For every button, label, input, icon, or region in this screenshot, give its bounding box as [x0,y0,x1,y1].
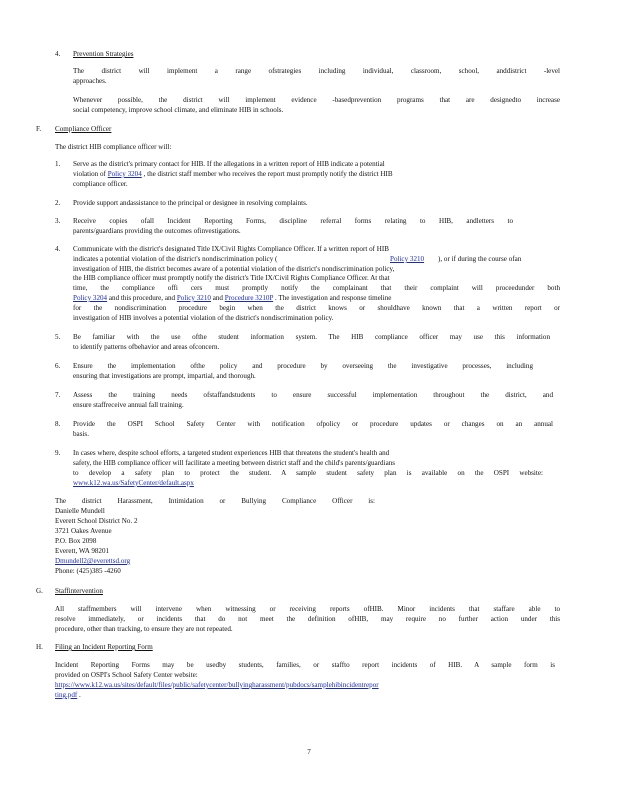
section-heading: Compliance Officer [55,125,112,133]
paragraph-line: provided on OSPI's School Safety Center website: [55,671,198,679]
officer-pobox: P.O. Box 2098 [55,537,97,545]
section-heading: Prevention Strategies [73,50,134,58]
section-letter: G. [36,587,43,595]
list-number: 7. [55,391,61,399]
list-number: 1. [55,160,61,168]
officer-org: Everett School District No. 2 [55,517,138,525]
list-number: 6. [55,362,61,370]
section-letter: F. [36,125,42,133]
text: violation of [73,170,106,178]
paragraph-line: Whenever possible, the district will implement evidence -basedprevention programs that are designedto increase [73,96,560,104]
list-item-line: Provide the OSPI School Safety Center with notification ofpolicy or procedure updates or changes on an annual [73,420,553,428]
incident-form-link-line [55,691,81,700]
section-letter: H. [36,643,43,651]
list-item-line: for the nondiscrimination procedure begin when the district knows or shouldhave known that a written report or [73,304,560,312]
list-item-line: Serve as the district's primary contact for HIB. If the allegations in a written report of HIB indicate a potential [73,160,385,168]
list-item-line: time, the compliance offi cers must promptly notify the complainant that their complaint will proceedunder both [73,284,560,292]
paragraph-line: procedure, other than tracking, to ensure they are not repeated. [55,625,233,633]
list-item-line: ensure staffreceive annual fall training. [73,401,184,409]
list-number: 2. [55,199,61,207]
section-heading: Filing an Incident Reporting Form [55,643,153,651]
list-item-line: ensuring that investigations are prompt, impartial, and thorough. [73,372,256,380]
list-item-line: Be familiar with the use ofthe student information system. The HIB compliance officer may use this information [73,333,550,341]
list-item-line: investigation of HIB involves a potential violation of the district's nondiscrimination policy. [73,314,334,322]
list-number: 4. [55,245,61,253]
incident-form-link[interactable]: ting.pdf [55,691,78,699]
list-item-line: safety, the HIB compliance officer will facilitate a meeting between district staff and the child's parents/guardians [73,459,396,467]
text: and [212,294,223,302]
list-number: 5. [55,333,61,341]
list-item-line [73,170,393,179]
list-number: 8. [55,420,61,428]
officer-phone: Phone: (425)385 -4260 [55,567,121,575]
text: and this procedure, and [108,294,176,302]
paragraph-line: Incident Reporting Forms may be usedby students, families, or staffto report incidents of HIB. A sample form is [55,661,555,669]
policy-3204-link[interactable]: Policy 3204 [73,294,108,302]
section-heading: Staffintervention [55,587,103,595]
officer-street: 3721 Oakes Avenue [55,527,112,535]
list-item-line: to develop a safety plan to protect the student. A sample student safety plan is available on the OSPI website: [73,469,543,477]
safety-center-link[interactable]: www.k12.wa.us/SafetyCenter/default.aspx [73,479,194,487]
list-number: 9. [55,449,61,457]
paragraph-line: All staffmembers will intervene when witnessing or receiving reports ofHIB. Minor incidents that staffare able to [55,605,560,613]
officer-name: Danielle Mundell [55,507,105,515]
procedure-3210p-link[interactable]: Procedure 3210P [224,294,274,302]
list-item-line: parents/guardians providing the outcomes ofinvestigations. [73,227,241,235]
list-item-line: indicates a potential violation of the district's nondiscrimination policy ( [73,255,278,263]
policy-3210-link[interactable]: Policy 3210 [176,294,211,302]
text: . [79,691,81,699]
text: , the district staff member who receives the report must promptly notify the district HIB [143,170,393,178]
list-item-line: In cases where, despite school efforts, a targeted student experiences HIB that threatens the student's health and [73,449,390,457]
list-item-line: basis. [73,430,89,438]
text: ), or if during the course ofan [438,255,522,263]
incident-form-link[interactable]: https://www.k12.wa.us/sites/default/files/public/safetycenter/bullyingharassment/pubdocs/samplehibincidentrepor [55,681,379,689]
list-item-line: to identify patterns ofbehavior and areas ofconcern. [73,343,220,351]
officer-email-link[interactable]: Dmundell2@everettsd.org [55,557,131,565]
officer-heading: The district Harassment, Intimidation or Bullying Compliance Officer is: [55,497,375,505]
paragraph-line: resolve immediately, or incidents that do not meet the definition ofHIB, may require no further action under this [55,615,560,623]
policy-3210-link[interactable]: Policy 3210 [390,255,425,263]
paragraph-line: The district HIB compliance officer will: [55,143,172,151]
list-item-line [73,294,391,303]
list-item-line: Communicate with the district's designated Title IX/Civil Rights Compliance Officer. If a written report of HIB [73,245,389,253]
policy-3204-link[interactable]: Policy 3204 [107,170,142,178]
officer-city: Everett, WA 98201 [55,547,110,555]
list-item-line: Provide support andassistance to the principal or designee in resolving complaints. [73,199,308,207]
page-number: 7 [307,748,311,756]
text: . The investigation and response timeline [274,294,392,302]
list-item-line: the HIB compliance officer must promptly notify the district's Title IX/Civil Rights Compliance Officer. At that [73,274,390,282]
list-item-line: Assess the training needs ofstaffandstudents to ensure successful implementation throughout the district, and [73,391,553,399]
paragraph-line: approaches. [73,77,107,85]
list-item-line: Ensure the implementation ofthe policy and procedure by overseeing the investigative processes, including [73,362,533,370]
list-number: 3. [55,217,61,225]
paragraph-line: The district will implement a range ofstrategies including individual, classroom, school, anddistrict -level [73,67,560,75]
paragraph-line: social competency, improve school climate, and eliminate HIB in schools. [73,106,284,114]
list-item-line: investigation of HIB, the district becomes aware of a potential violation of the district's nondiscrimination policy, [73,265,395,273]
section-number: 4. [55,50,61,58]
list-item-line: Receive copies ofall Incident Reporting Forms, discipline referral forms relating to HIB, andletters to [73,217,513,225]
list-item-line: compliance officer. [73,180,128,188]
